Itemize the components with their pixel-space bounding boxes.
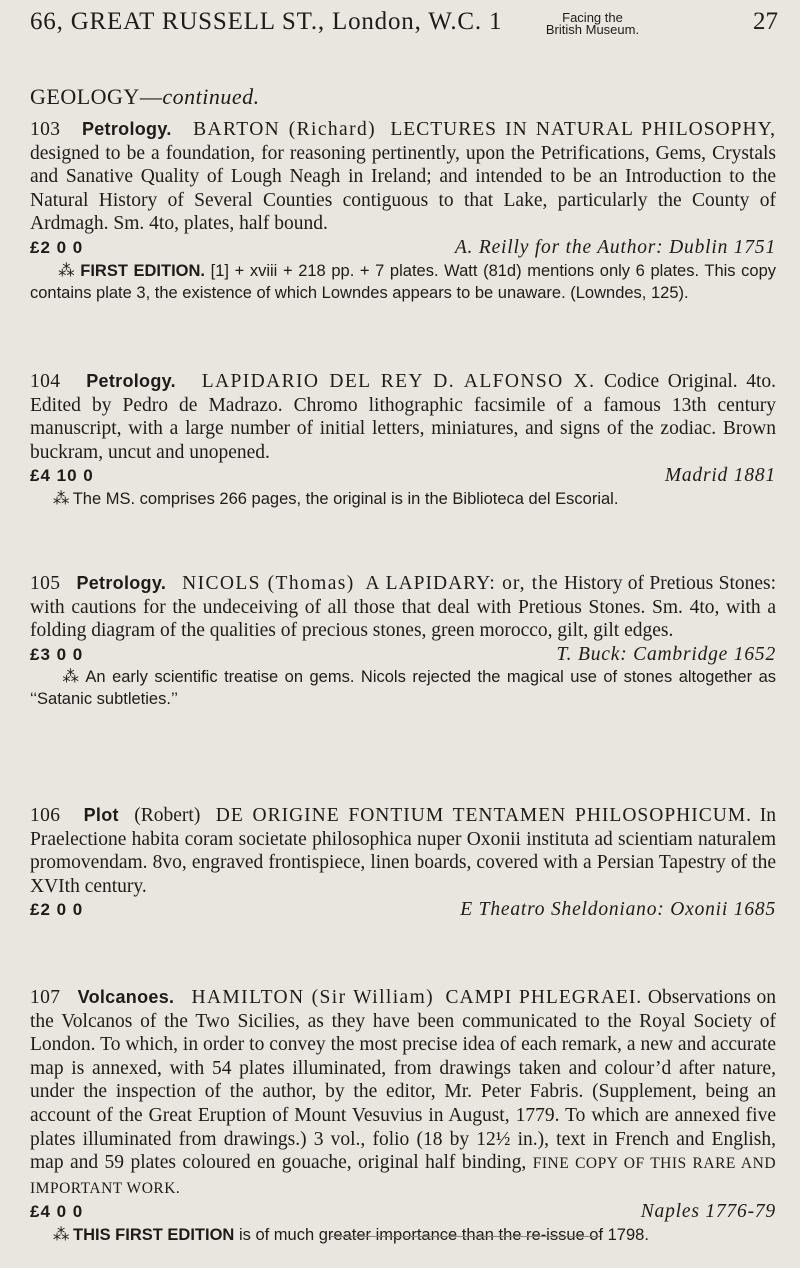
entry-number: 107 [30, 987, 61, 1008]
asterism-icon: ⁂ [58, 261, 75, 280]
entry-imprint: T. Buck: Cambridge 1652 [556, 643, 776, 665]
entry-price-line [30, 1200, 776, 1224]
asterism-icon: ⁂ [52, 1225, 69, 1244]
catalogue-entry-105 [30, 572, 776, 710]
section-continued: continued. [162, 84, 260, 109]
entry-price: £4 10 0 [30, 466, 94, 486]
facing-note [535, 12, 650, 36]
entry-subject: Plot [83, 805, 119, 825]
entry-number: 103 [30, 119, 61, 140]
section-heading [30, 84, 260, 110]
asterism-icon: ⁂ [52, 489, 69, 508]
entry-price: £4 0 0 [30, 1202, 84, 1222]
running-head [30, 8, 778, 42]
entry-description: History of Pretious Stones: with cautions for the undeceiving of all those that deal with Pretious Stones. Sm. 4to, with a folding diagram of the qualities of precious stones, green morocco, gilt, gilt edges. [30, 573, 777, 642]
entry-price: £2 0 0 [30, 237, 84, 257]
entry-note [30, 260, 776, 304]
facing-line-1: Facing the [562, 10, 623, 25]
entry-subject: Petrology. [76, 573, 167, 593]
entry-note [30, 1224, 776, 1246]
entry-subject: Petrology. [86, 371, 176, 391]
entry-imprint: E Theatro Sheldoniano: Oxonii 1685 [460, 899, 776, 921]
entry-body [30, 986, 776, 1200]
entry-price-line [30, 464, 776, 488]
entry-body [30, 370, 776, 464]
entry-body [30, 572, 776, 643]
section-title: GEOLOGY— [30, 84, 163, 109]
entry-number: 104 [30, 371, 61, 392]
entry-author: NICOLS (Thomas) [182, 573, 355, 594]
entry-description: designed to be a foundation, for reasoning pertinently, upon the Petrifications, Gems, Crystals and Sanative Quality of Lough Neagh in Ireland; and intended to be an Introduction to the Natural History of Several Counties contiguous to that Lake, particularly the County of Ardmagh. Sm. 4to, plates, half bound. [30, 142, 776, 235]
entry-body [30, 118, 776, 236]
note-prefix: FIRST EDITION. [80, 261, 206, 280]
entry-title: A LAPIDARY: or, the [365, 573, 559, 594]
entry-price-line [30, 898, 776, 922]
entry-number: 105 [30, 573, 61, 594]
entry-description: Observations on the Volcanos of the Two Sicilies, as they have been communicated to the Royal Society of London. To which, in order to convey the most precise idea of each remark, a new and accurate map is annexed, with 54 plates illuminated, from drawings taken and colour’d after nature, under the inspection of the author, by the editor, Mr. Peter Fabris. (Supplement, being an account of the Great Eruption of Mount Vesuvius in August, 1779. To which are annexed five plates illuminated from drawings.) 3 vol., folio (18 by 12½ in.), text in French and English, map and 59 plates coloured en gouache, original half binding, [30, 987, 777, 1174]
entry-imprint: Madrid 1881 [664, 465, 776, 487]
note-text: An early scientific treatise on gems. Nicols rejected the magical use of stones altogether as ‘‘Satanic subtleties.’’ [30, 668, 776, 709]
entry-title: DE ORIGINE FONTIUM TENTAMEN PHILOSOPHICUM. [215, 805, 753, 826]
entry-imprint: Naples 1776-79 [640, 1201, 776, 1223]
entry-price-line [30, 643, 776, 667]
note-text: [1] + xviii + 218 pp. + 7 plates. Watt (81d) mentions only 6 plates. This copy contains plate 3, the existence of which Lowndes appears to be unaware. (Lowndes, 125). [30, 261, 777, 302]
entry-note [30, 666, 776, 710]
asterism-icon: ⁂ [62, 668, 80, 687]
entry-subject: Petrology. [81, 119, 172, 139]
note-text: is of much greater importance than the re-issue of 1798. [238, 1225, 649, 1244]
entry-title: LECTURES IN NATURAL PHILOSOPHY, [390, 119, 777, 140]
catalogue-entry-107 [30, 986, 776, 1246]
catalogue-entry-104 [30, 370, 776, 510]
entry-note [30, 488, 776, 510]
entry-author: (Robert) [134, 805, 201, 826]
entry-description: In Praelectione habita coram societate philosophica nuper Oxonii instituta ad scientiam naturalem promovendam. 8vo, engraved frontispiece, linen boards, covered with a Persian Tapestry of the XVIth century. [30, 805, 777, 897]
catalogue-entry-106 [30, 804, 776, 922]
note-prefix: THIS FIRST EDITION [73, 1225, 235, 1244]
closing-rule [330, 1236, 600, 1237]
entry-price-line [30, 236, 776, 260]
entry-body [30, 804, 776, 898]
facing-line-2: British Museum. [545, 22, 640, 37]
entry-author: HAMILTON (Sir William) [191, 987, 435, 1008]
catalogue-entry-103 [30, 118, 776, 304]
page-number: 27 [753, 8, 778, 35]
entry-description: Codice Original. 4to. Edited by Pedro de Madrazo. Chromo lithographic facsimile of a famous 13th century manuscript, with a large number of initial letters, miniatures, and signs of the zodiac. Brown buckram, uncut and unopened. [30, 371, 777, 463]
entry-price: £2 0 0 [30, 900, 84, 920]
note-text: The MS. comprises 266 pages, the original is in the Biblioteca del Escorial. [72, 489, 619, 508]
entry-author: LAPIDARIO DEL REY D. ALFONSO X. [201, 371, 596, 392]
entry-imprint: A. Reilly for the Author: Dublin 1751 [454, 236, 776, 258]
entry-highlight: FINE COPY OF THIS RARE AND IMPORTANT WORK. [30, 1155, 777, 1197]
entry-price: £3 0 0 [30, 644, 84, 664]
entry-subject: Volcanoes. [77, 987, 175, 1007]
bookseller-address: 66, GREAT RUSSELL ST., London, W.C. 1 [30, 8, 503, 35]
entry-author: BARTON (Richard) [193, 119, 377, 140]
entry-number: 106 [30, 805, 61, 826]
entry-title: CAMPI PHLEGRAEI. [445, 987, 643, 1008]
